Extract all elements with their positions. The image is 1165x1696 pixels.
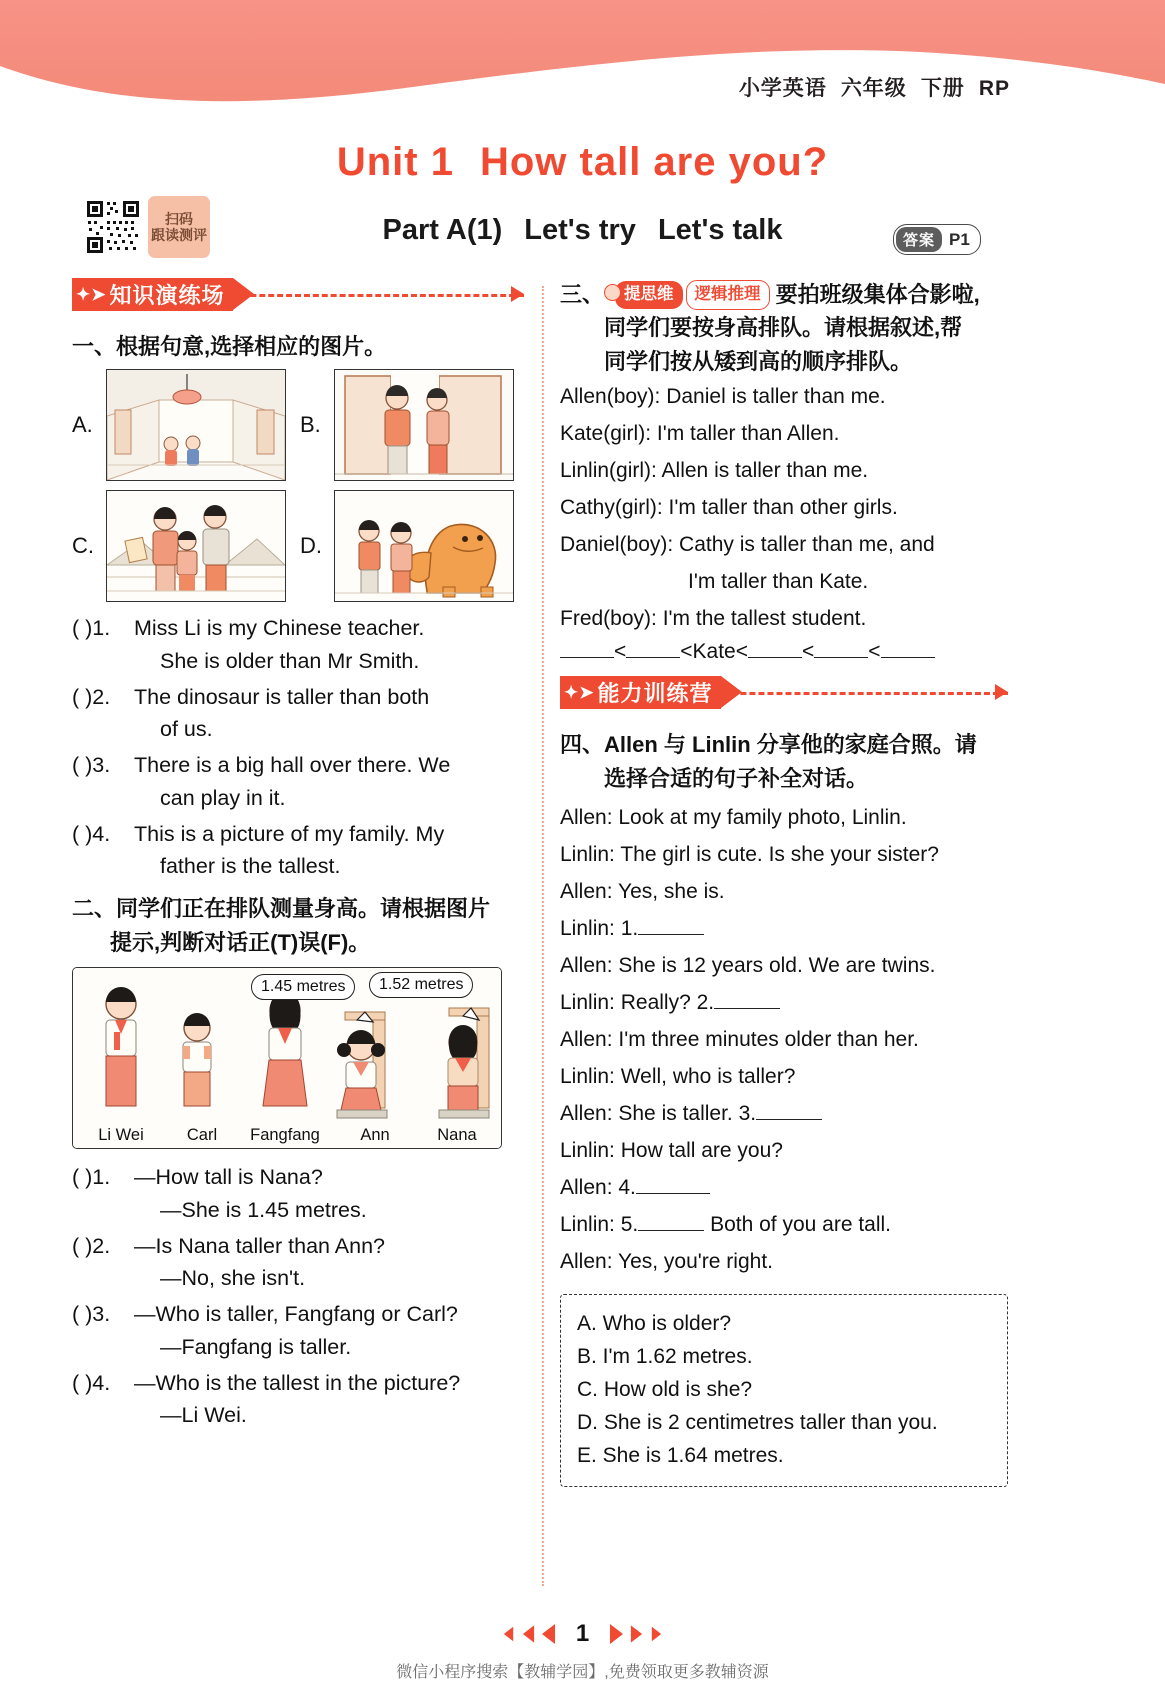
left-column (72, 278, 524, 1435)
header-title (739, 72, 1010, 102)
dialogue-line: Linlin: The girl is cute. Is she your sister? (560, 843, 939, 867)
name-ann: Ann (360, 1126, 390, 1145)
question-1-prompt: 一、根据句意,选择相应的图片。 (72, 334, 387, 359)
header-subject: 小学英语 (738, 77, 827, 100)
answer-blank[interactable] (748, 657, 802, 658)
statement-daniel: Daniel(boy): Cathy is taller than me, and (560, 533, 935, 557)
question-3-number: 三、 (560, 282, 605, 307)
question-1-pictures (72, 369, 524, 602)
picture-hallway[interactable] (106, 369, 286, 481)
answer-blank[interactable] (638, 914, 704, 935)
question-4-dialogue (560, 801, 1008, 1279)
picture-two-boys-door[interactable] (334, 369, 514, 481)
dialogue-line: Allen: I'm three minutes older than her. (560, 1028, 919, 1052)
triangle-right-icon (631, 1625, 642, 1642)
section-header-knowledge (72, 278, 524, 314)
triangle-left-icon (523, 1625, 534, 1642)
badge-think: 提思维 (615, 281, 683, 309)
picture-letter-b: B. (300, 412, 321, 438)
picture-name-labels (73, 1126, 501, 1145)
answer-blank[interactable] (756, 1099, 822, 1120)
answer-blank[interactable] (714, 988, 780, 1009)
list-item[interactable] (72, 818, 524, 883)
badge-logic-reasoning: 逻辑推理 (686, 280, 770, 310)
option-e[interactable]: E. She is 1.64 metres. (577, 1444, 784, 1468)
name-fangfang: Fangfang (250, 1126, 320, 1145)
statement-cathy: Cathy(girl): I'm taller than other girls. (560, 496, 898, 520)
dialogue-line: Allen: 4. (560, 1171, 1008, 1205)
item-text: There is a big hall over there. We can play in it. (134, 753, 451, 810)
header-edition: RP (978, 77, 1010, 100)
dialogue-line: Linlin: Well, who is taller? (560, 1065, 796, 1089)
list-item[interactable] (72, 1230, 524, 1295)
name-li-wei: Li Wei (98, 1126, 144, 1145)
list-item[interactable] (72, 749, 524, 814)
statement-allen: Allen(boy): Daniel is taller than me. (560, 385, 886, 409)
list-item[interactable] (72, 1367, 524, 1432)
page-number: 1 (575, 1620, 590, 1647)
qr-code-icon[interactable] (82, 196, 144, 258)
answer-badge-label: 答案 (896, 227, 942, 252)
answer-blank[interactable]: ( )3. (72, 753, 111, 778)
speech-bubble-height-1: 1.45 metres (251, 974, 355, 1000)
column-divider (542, 286, 544, 1586)
statement-fred: Fred(boy): I'm the tallest student. (560, 607, 867, 631)
dialogue-line: Allen: She is taller. 3. (560, 1097, 1008, 1131)
statement-kate: Kate(girl): I'm taller than Allen. (560, 422, 840, 446)
section-header-ability (560, 676, 1008, 712)
picture-row (72, 490, 524, 602)
question-3-statements (560, 380, 1008, 636)
answer-blank[interactable] (626, 657, 680, 658)
item-text: —Is Nana taller than Ann? —No, she isn't. (134, 1233, 385, 1291)
item-text: Miss Li is my Chinese teacher. She is older than Mr Smith. (134, 616, 425, 673)
qr-label-line2: 跟读测评 (151, 227, 207, 243)
picture-letter-a: A. (72, 412, 93, 438)
part-section-a: Let's try (524, 214, 636, 246)
answer-blank[interactable]: ( )4. (72, 1370, 111, 1395)
answer-blank[interactable] (881, 657, 935, 658)
answer-blank[interactable] (814, 657, 868, 658)
star-icon: ✦➤ (564, 682, 595, 702)
chain-fixed-name: Kate (692, 640, 736, 664)
watermark-text: 微信小程序搜索【教辅学园】,免费领取更多教辅资源 (396, 1664, 769, 1681)
dialogue-line: Allen: Yes, she is. (560, 880, 725, 904)
question-4-number: 四、 (560, 732, 605, 758)
option-d[interactable]: D. She is 2 centimetres taller than you. (577, 1411, 938, 1435)
star-icon: ✦➤ (76, 284, 107, 304)
option-c[interactable]: C. How old is she? (577, 1377, 753, 1401)
statement-daniel-cont: I'm taller than Kate. (688, 570, 869, 594)
arrow-right-icon (511, 286, 524, 302)
question-2-items (72, 1161, 524, 1431)
picture-dinosaur[interactable] (334, 490, 514, 602)
answer-blank[interactable] (560, 657, 614, 658)
header-volume: 下册 (920, 77, 965, 100)
picture-family-photo[interactable] (106, 490, 286, 602)
item-text: —Who is taller, Fangfang or Carl? —Fangfang is taller. (134, 1302, 458, 1359)
qr-label (148, 196, 210, 258)
answer-blank[interactable]: ( )1. (72, 616, 111, 641)
dialogue-line: Linlin: Really? 2. (560, 986, 1008, 1020)
picture-letter-d: D. (300, 533, 322, 559)
question-1-items (72, 612, 524, 882)
item-text: This is a picture of my family. My father is the tallest. (134, 821, 445, 879)
qr-label-line1: 扫码 (165, 210, 193, 227)
section-one-label: 知识演练场 (109, 283, 225, 308)
answer-blank[interactable]: ( )4. (72, 821, 111, 846)
dialogue-line: Allen: Yes, you're right. (560, 1250, 773, 1274)
triangle-right-icon (652, 1627, 661, 1641)
answer-blank[interactable]: ( )3. (72, 1302, 111, 1327)
answer-blank[interactable] (638, 1210, 704, 1231)
list-item[interactable] (72, 1161, 524, 1226)
item-text: —How tall is Nana? —She is 1.45 metres. (134, 1165, 367, 1222)
answer-blank[interactable]: ( )2. (72, 1233, 111, 1258)
part-section-b: Let's talk (657, 214, 783, 246)
dialogue-line: Allen: She is 12 years old. We are twins. (560, 954, 936, 978)
speech-bubble-height-2: 1.52 metres (369, 972, 473, 998)
page-title (0, 140, 1165, 185)
answer-blank[interactable]: ( )2. (72, 684, 111, 709)
name-carl: Carl (186, 1126, 218, 1145)
section-two-label: 能力训练营 (597, 681, 713, 707)
dialogue-line: Linlin: How tall are you? (560, 1139, 783, 1163)
picture-letter-c: C. (72, 533, 94, 559)
item-text: The dinosaur is taller than both of us. (134, 684, 430, 742)
question-3-prompt: 三、 提思维 逻辑推理 要拍班级集体合影啦, 同学们要按身高排队。请根据叙述,帮 同学们按从矮到高的顺序排队。 (560, 282, 980, 374)
triangle-left-icon (504, 1627, 513, 1641)
part-label: Part A(1) (382, 214, 503, 246)
dialogue-line: Linlin: 1. (560, 912, 1008, 946)
lightbulb-icon (604, 284, 621, 301)
dialogue-line: Allen: Look at my family photo, Linlin. (560, 806, 907, 830)
name-nana: Nana (437, 1126, 477, 1145)
answer-blank[interactable] (636, 1173, 710, 1194)
right-column (560, 278, 1008, 1487)
unit-name: How tall are you? (479, 140, 829, 184)
question-3-answer-chain[interactable]: < <Kate< < < (560, 640, 1008, 664)
page-footer (0, 1620, 1165, 1648)
triangle-right-icon (610, 1624, 623, 1644)
question-4-options (560, 1294, 1008, 1488)
question-4-prompt: 四、Allen 与 Linlin 分享他的家庭合照。请 选择合适的句子补全对话。 (560, 732, 977, 791)
answer-blank[interactable]: ( )1. (72, 1165, 111, 1190)
option-a[interactable]: A. Who is older? (577, 1311, 732, 1335)
picture-height-measuring[interactable] (72, 967, 502, 1149)
statement-linlin: Linlin(girl): Allen is taller than me. (560, 459, 869, 483)
dialogue-line: Linlin: 5. Both of you are tall. (560, 1208, 1008, 1242)
answer-badge-page: P1 (949, 229, 970, 249)
list-item[interactable] (72, 612, 524, 677)
header-grade: 六年级 (840, 77, 907, 100)
triangle-left-icon (542, 1624, 555, 1644)
unit-number: Unit 1 (336, 140, 454, 184)
question-2-prompt: 二、同学们正在排队测量身高。请根据图片 提示,判断对话正(T)误(F)。 (72, 896, 491, 955)
picture-row (72, 369, 524, 481)
item-text: —Who is the tallest in the picture? —Li Wei. (134, 1370, 461, 1428)
list-item[interactable] (72, 681, 524, 746)
qr-scan-block[interactable] (82, 196, 210, 258)
answer-badge[interactable] (893, 224, 981, 255)
arrow-right-icon (995, 684, 1008, 700)
option-b[interactable]: B. I'm 1.62 metres. (577, 1344, 753, 1368)
list-item[interactable] (72, 1298, 524, 1363)
